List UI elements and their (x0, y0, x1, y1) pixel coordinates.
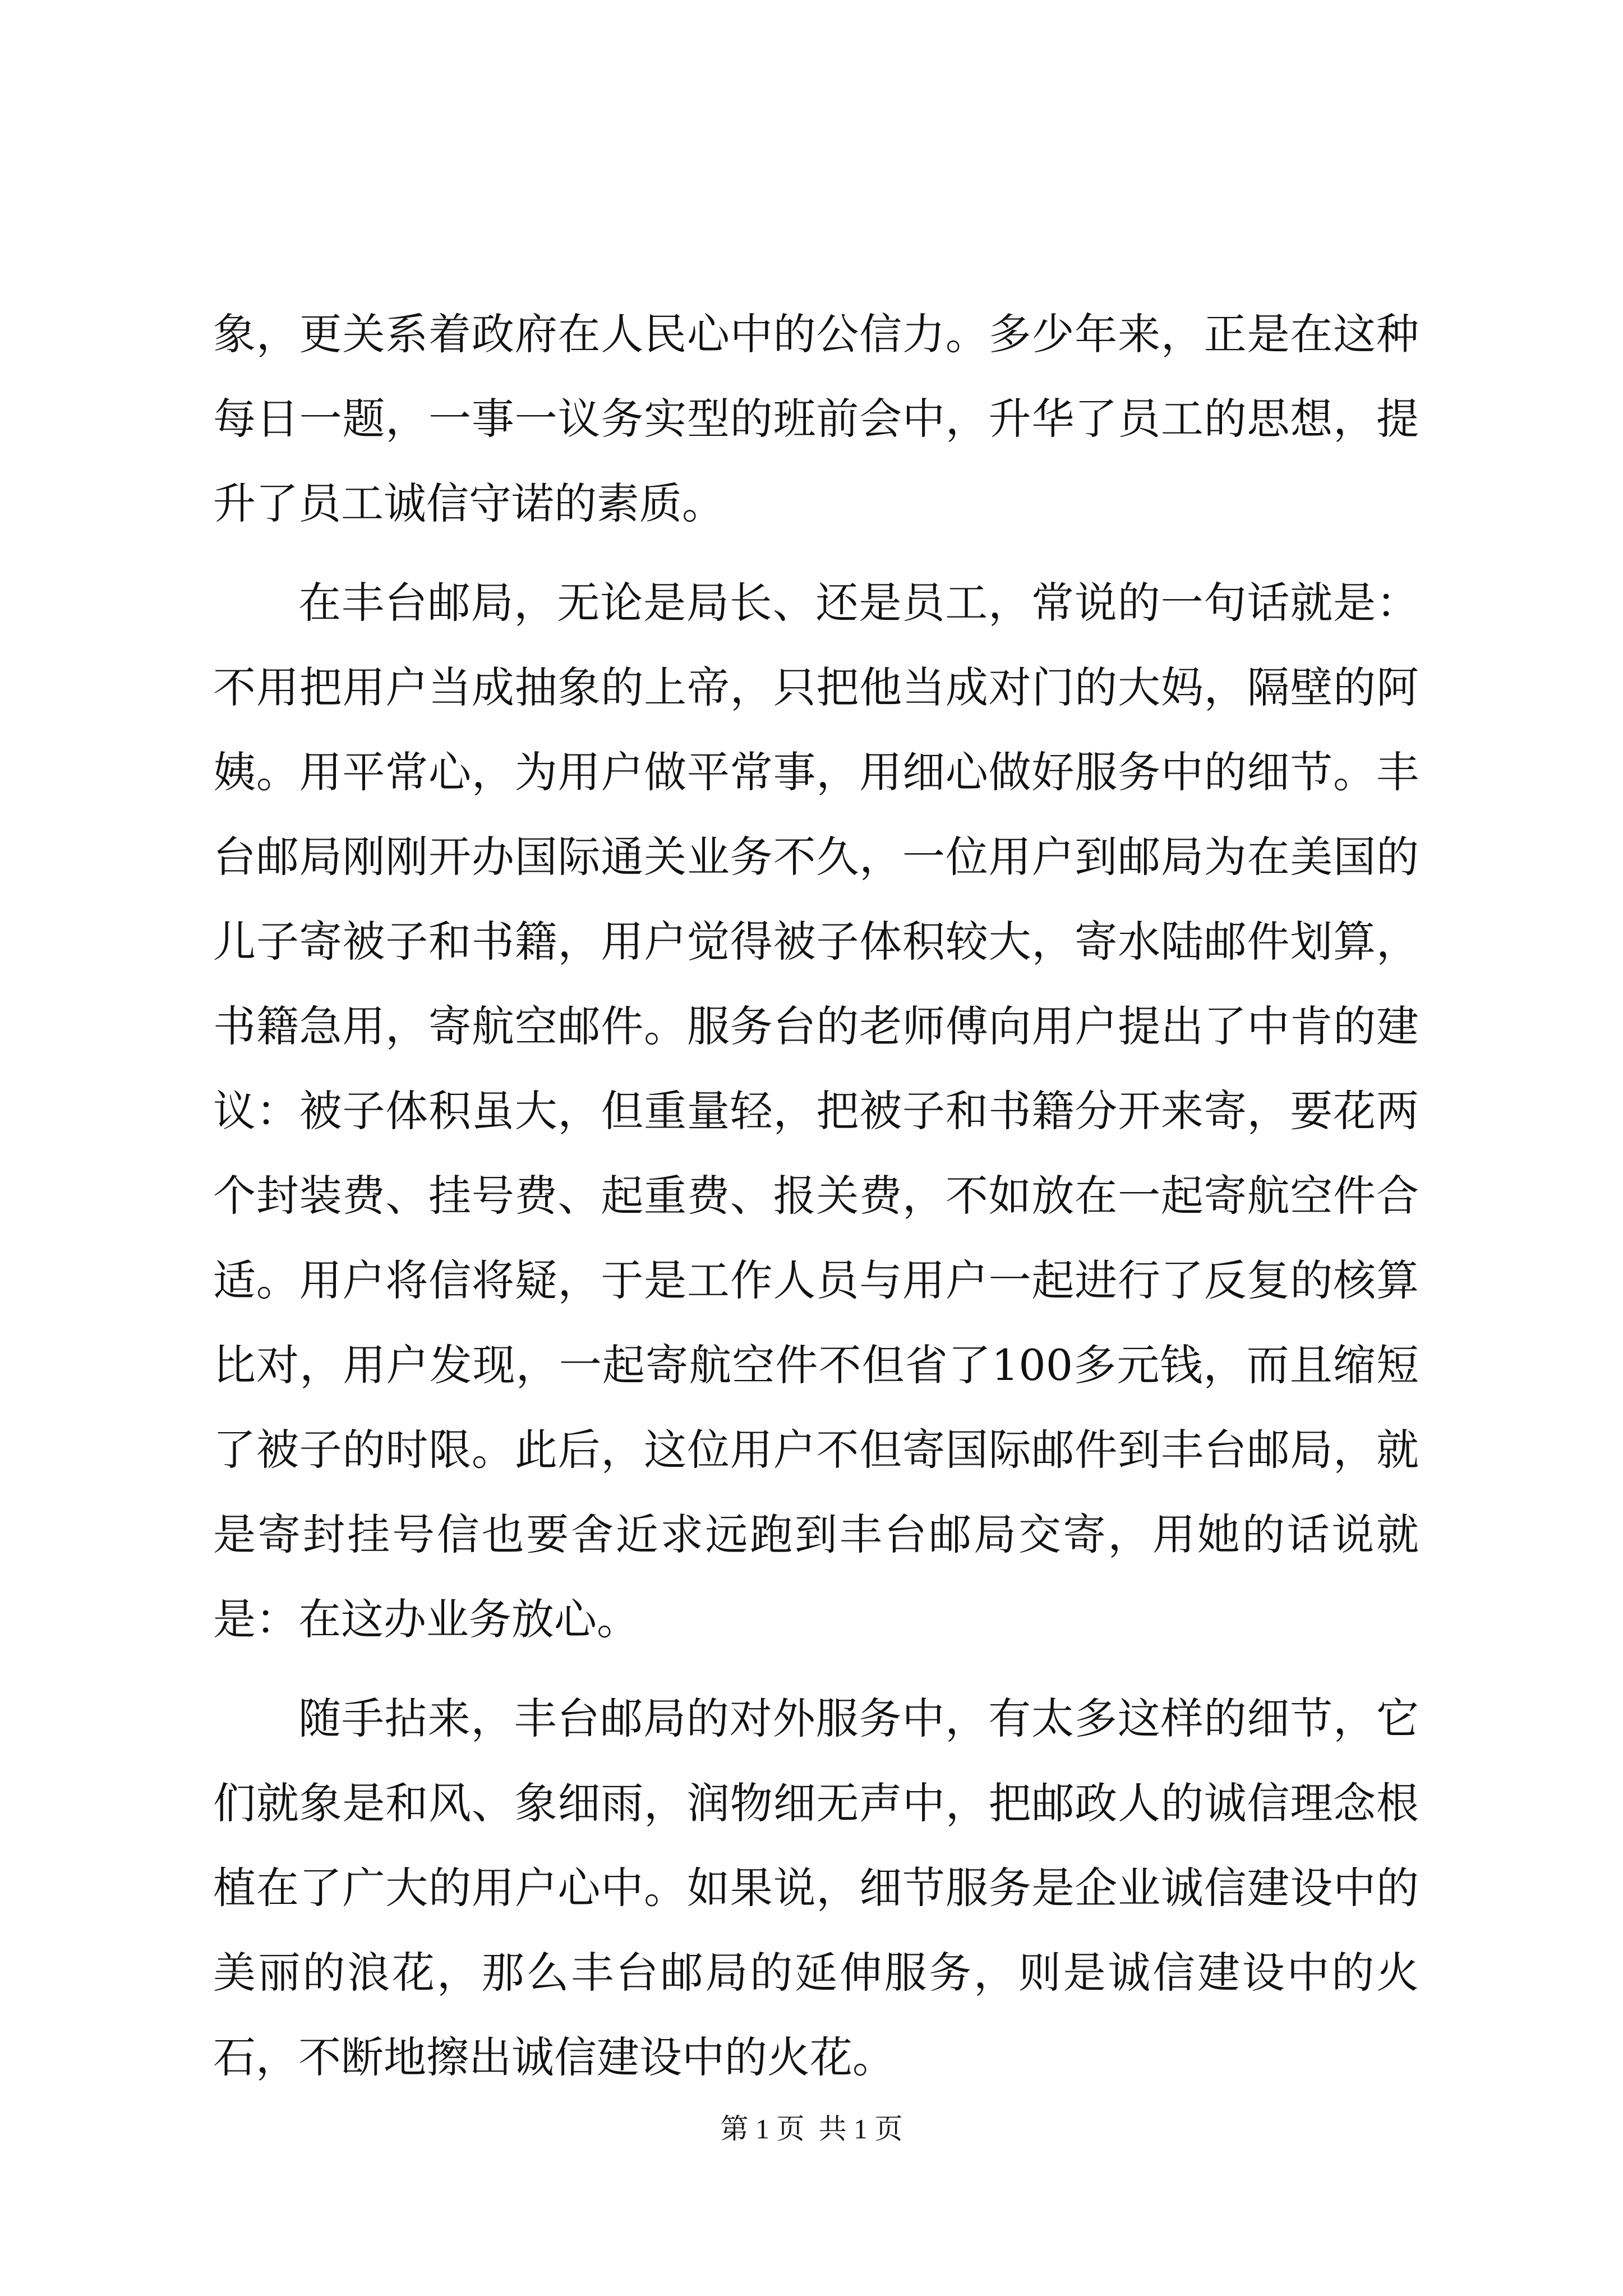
page-number-label: 第 1 页 共 1 页 (720, 2113, 903, 2145)
page-footer (0, 2106, 1623, 2147)
paragraph-fengtai-post-office: 在丰台邮局，无论是局长、还是员工，常说的一句话就是：不用把用户当成抽象的上帝，只把他当成对门的大妈，隔壁的阿姨。用平常心，为用户做平常事，用细心做好服务中的细节。丰台邮局刚刚开办国际通关业务不久，一位用户到邮局为在美国的儿子寄被子和书籍，用户觉得被子体积较大，寄水陆邮件划算，书籍急用，寄航空邮件。服务台的老师傅向用户提出了中肯的建议：被子体积虽大，但重量轻，把被子和书籍分开来寄，要花两个封装费、挂号费、起重费、报关费，不如放在一起寄航空件合适。用户将信将疑，于是工作人员与用户一起进行了反复的核算比对，用户发现，一起寄航空件不但省了100多元钱，而且缩短了被子的时限。此后，这位用户不但寄国际邮件到丰台邮局，就是寄封挂号信也要舍近求远跑到丰台邮局交寄，用她的话说就是：在这办业务放心。 (213, 578, 1419, 1644)
document-body (213, 292, 1419, 2114)
paragraph-detail-service: 随手拈来，丰台邮局的对外服务中，有太多这样的细节，它们就象是和风、象细雨，润物细无声中，把邮政人的诚信理念根植在了广大的用户心中。如果说，细节服务是企业诚信建设中的美丽的浪花，那么丰台邮局的延伸服务，则是诚信建设中的火石，不断地擦出诚信建设中的火花。 (213, 1694, 1419, 2082)
paragraph-continuation: 象，更关系着政府在人民心中的公信力。多少年来，正是在这种每日一题，一事一议务实型的班前会中，升华了员工的思想，提升了员工诚信守诺的素质。 (213, 309, 1419, 528)
